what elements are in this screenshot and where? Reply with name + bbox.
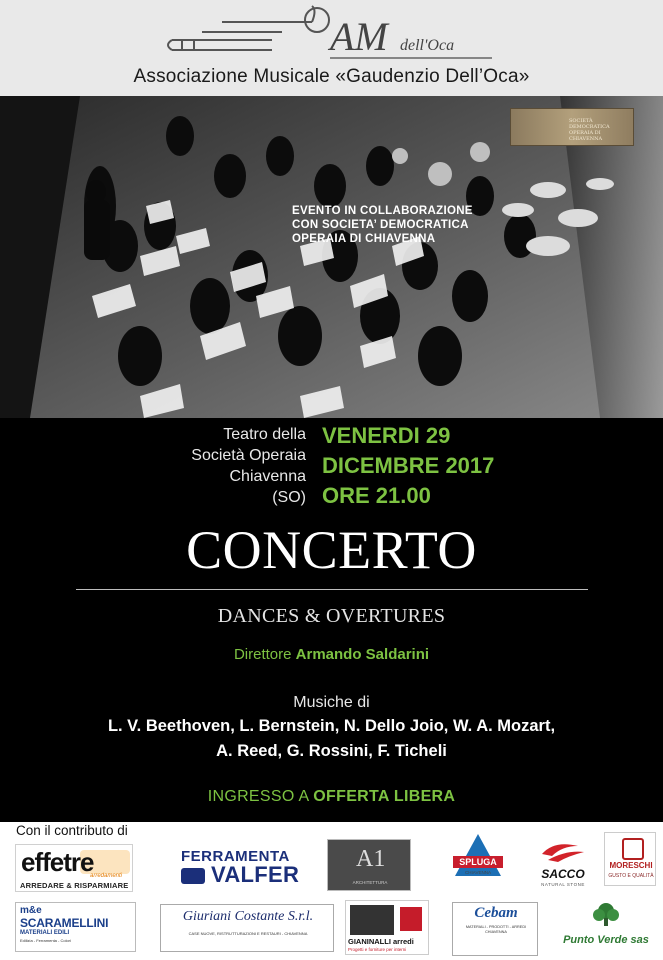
- effetre-sub: arredamenti: [90, 873, 123, 879]
- sponsor-a1-logo: [327, 839, 411, 891]
- date-day: VENERDI 29: [322, 423, 451, 448]
- cebam-small: MATERIALI - PRODOTTI - ARREDI CHIAVENNA: [465, 925, 527, 934]
- sponsor-spluga-logo: [451, 834, 505, 880]
- puntoverde-name: Punto Verde sas: [563, 934, 649, 946]
- date-time: ORE 21.00: [322, 483, 431, 508]
- gianinalli-photo: [350, 905, 394, 935]
- composers: [0, 714, 663, 764]
- sponsor-moreschi-logo: [604, 832, 656, 886]
- valfer-line-2: VALFER: [211, 862, 300, 887]
- a1-text: ARCHITETTURA: [352, 880, 388, 885]
- director-label: Direttore: [233, 646, 292, 663]
- sponsors-section: [0, 822, 663, 960]
- scaramellini-small: Edilizia - Ferramenta - Colori: [20, 938, 71, 943]
- header: [0, 0, 663, 96]
- sacco-name: SACCO: [541, 867, 585, 881]
- logo-subtext: dell'Oca: [400, 37, 455, 54]
- moreschi-sub: GUSTO E QUALITÀ: [608, 873, 654, 879]
- valfer-line-1: FERRAMENTA: [181, 848, 290, 865]
- director-name: Armando Saldarini: [295, 646, 430, 663]
- collaboration-note: [292, 204, 473, 246]
- sponsor-cebam-logo: [452, 902, 538, 956]
- society-logo-text: SOCIETÀ DEMOCRATICA OPERAIA DI CHIAVENNA: [569, 118, 610, 142]
- collaboration-line-3: OPERAIA DI CHIAVENNA: [292, 233, 436, 245]
- composers-line-1: L. V. Beethoven, L. Bernstein, N. Dello Joio, W. A. Mozart,: [107, 717, 556, 735]
- collaboration-line-2: CON SOCIETA’ DEMOCRATICA: [292, 219, 469, 231]
- sponsor-sacco-logo: [532, 834, 594, 890]
- venue-line-4: (SO): [272, 489, 306, 506]
- event-subtitle: DANCES & OVERTURES: [217, 605, 446, 627]
- title-divider: [76, 589, 588, 590]
- effetre-tagline: ARREDARE & RISPARMIARE: [20, 881, 129, 890]
- orchestra-photo: [0, 96, 663, 418]
- venue: [150, 424, 306, 508]
- entry-free-offer: OFFERTA LIBERA: [313, 788, 456, 805]
- effetre-name: effetre: [21, 847, 94, 877]
- scaramellini-sub: MATERIALI EDILI: [20, 930, 70, 936]
- spluga-sub: CHIAVENNA: [465, 870, 491, 875]
- sponsors-label: Con il contributo di: [16, 823, 128, 838]
- event-date: [322, 421, 494, 511]
- collaboration-line-1: EVENTO IN COLLABORAZIONE: [292, 205, 473, 217]
- sponsor-gianinalli-logo: [345, 900, 429, 955]
- event-title: CONCERTO: [186, 520, 477, 580]
- association-name: Associazione Musicale «Gaudenzio Dell’Oca»: [133, 66, 530, 87]
- scaramellini-name: SCARAMELLINI: [20, 916, 109, 930]
- scaramellini-badge: m&e: [20, 905, 42, 916]
- moreschi-emblem-icon: [622, 838, 644, 860]
- director: [0, 646, 663, 663]
- venue-line-3: Chiavenna: [229, 468, 306, 485]
- sponsor-effetre-logo: [15, 844, 133, 892]
- music-label: Musiche di: [293, 694, 370, 711]
- gianinalli-sub: Progetti e forniture per interni: [348, 947, 407, 952]
- date-month-year: DICEMBRE 2017: [322, 453, 495, 478]
- society-logo: [510, 108, 634, 146]
- a1-mark: A1: [356, 846, 386, 872]
- sponsor-scaramellini-logo: [15, 902, 136, 952]
- sponsor-puntoverde-logo: [560, 902, 652, 950]
- logo-mark: AM: [330, 14, 388, 59]
- venue-line-2: Società Operaia: [191, 447, 306, 464]
- entry-prefix: INGRESSO A: [207, 788, 309, 805]
- gianinalli-name: GIANINALLI arredi: [348, 937, 414, 946]
- venue-line-1: Teatro della: [223, 426, 306, 443]
- tree-icon: [591, 902, 621, 926]
- spluga-name: SPLUGA: [453, 856, 503, 868]
- moreschi-name: MORESCHI: [609, 861, 653, 870]
- gianinalli-red-block: [400, 907, 422, 931]
- association-logo: [162, 2, 502, 66]
- giuriani-name: Giuriani Costante S.r.l.: [182, 909, 314, 924]
- sacco-swoosh-icon: [538, 840, 588, 864]
- sponsor-giuriani-logo: [160, 904, 334, 952]
- valfer-tool-icon: [181, 868, 205, 884]
- composers-line-2: A. Reed, G. Rossini, F. Ticheli: [216, 742, 447, 760]
- giuriani-small: CASE NUOVE, RISTRUTTURAZIONI E RESTAURI - CHIAVENNA: [188, 931, 308, 936]
- cebam-name: Cebam: [474, 905, 518, 921]
- sacco-sub: NATURAL STONE: [541, 882, 585, 887]
- entry-info: [0, 788, 663, 806]
- sponsor-valfer-logo: [175, 846, 303, 890]
